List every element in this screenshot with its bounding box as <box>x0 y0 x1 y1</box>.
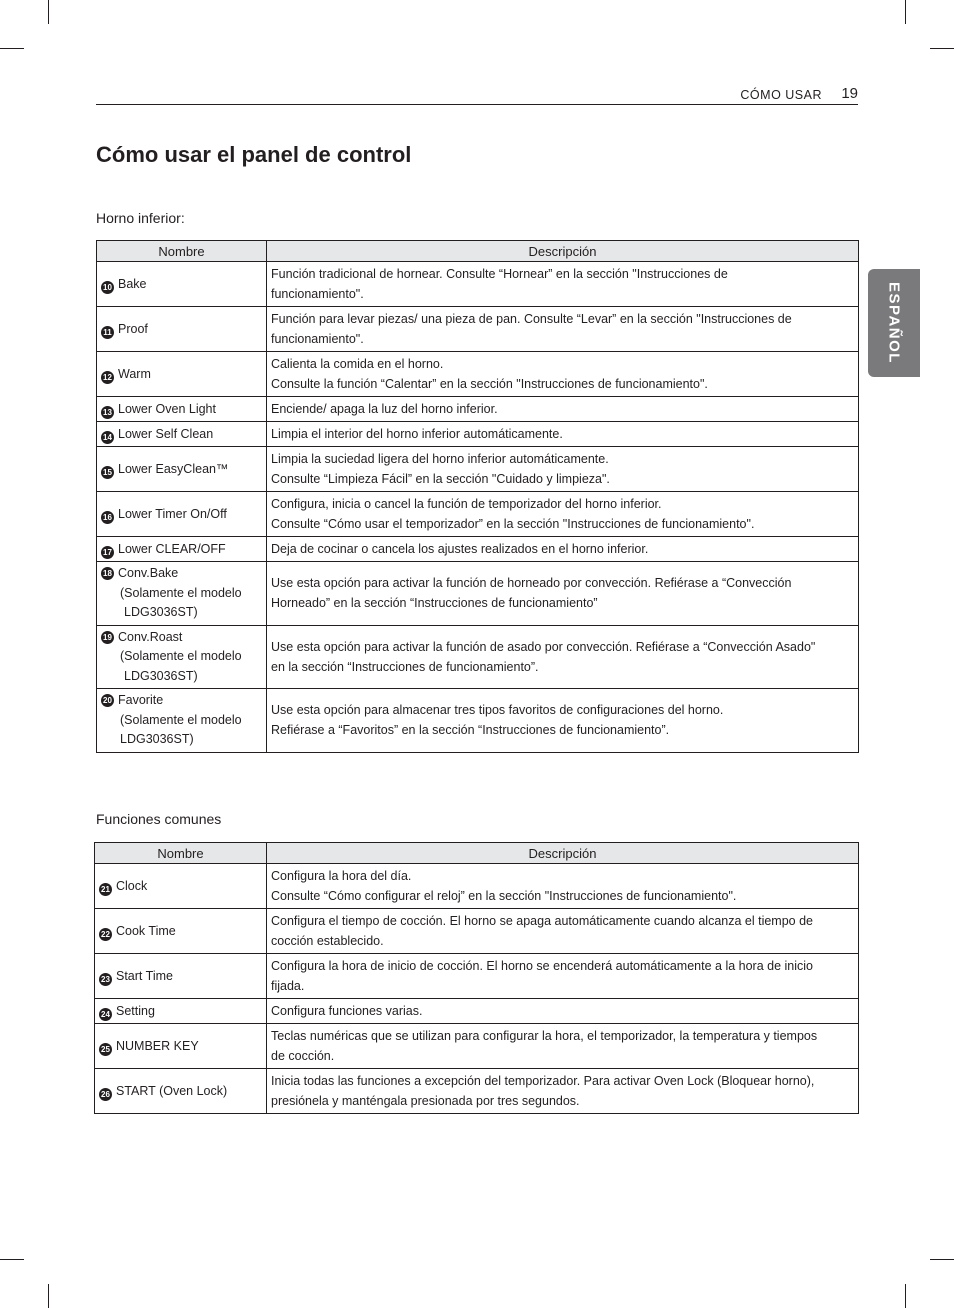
row-description <box>267 307 859 352</box>
row-name-label: Bake <box>118 277 147 291</box>
number-badge: 26 <box>99 1088 112 1101</box>
description-line: Enciende/ apaga la luz del horno inferior. <box>271 402 498 416</box>
description-line: Configura funciones varias. <box>271 1004 423 1018</box>
number-badge: 11 <box>101 326 114 339</box>
description-line: Configura, inicia o cancel la función de temporizador del horno inferior. <box>271 497 662 511</box>
table-row <box>97 492 859 537</box>
row-name-label: Warm <box>118 367 151 381</box>
table-row <box>97 537 859 562</box>
description-line: Consulte “Cómo usar el temporizador” en la sección "Instrucciones de funcionamiento". <box>271 517 755 531</box>
number-badge: 24 <box>99 1008 112 1021</box>
row-name <box>95 1069 267 1114</box>
row-description <box>267 909 859 954</box>
row-name-label: Conv.Roast <box>118 629 183 644</box>
row-name <box>95 954 267 999</box>
row-name-label: Lower CLEAR/OFF <box>118 542 226 556</box>
lower-oven-table <box>96 240 859 753</box>
table-row <box>95 999 859 1024</box>
number-badge: 19 <box>101 631 114 644</box>
row-name <box>95 909 267 954</box>
header-section-label: CÓMO USAR <box>740 88 822 102</box>
description-line: funcionamiento". <box>271 287 364 301</box>
number-badge: 10 <box>101 281 114 294</box>
row-name <box>95 1024 267 1069</box>
number-badge: 18 <box>101 567 114 580</box>
table-row <box>97 562 859 626</box>
table-row <box>97 422 859 447</box>
row-name-label: Start Time <box>116 969 173 983</box>
row-description <box>267 352 859 397</box>
row-name <box>97 689 267 753</box>
column-header-description: Descripción <box>267 843 859 864</box>
row-description <box>267 954 859 999</box>
table-row <box>97 397 859 422</box>
number-badge: 13 <box>101 406 114 419</box>
description-line: Limpia el interior del horno inferior automáticamente. <box>271 427 563 441</box>
description-line: Consulte “Cómo configurar el reloj” en la sección "Instrucciones de funcionamiento". <box>271 889 737 903</box>
row-description <box>267 1024 859 1069</box>
row-description <box>267 1069 859 1114</box>
description-line: Teclas numéricas que se utilizan para configurar la hora, el temporizador, la temperatura y tiempos <box>271 1029 818 1043</box>
description-line: Deja de cocinar o cancela los ajustes realizados en el horno inferior. <box>271 542 649 556</box>
column-header-name: Nombre <box>97 241 267 262</box>
row-name <box>97 562 267 626</box>
description-line: Consulte la función “Calentar” en la sección "Instrucciones de funcionamiento". <box>271 377 708 391</box>
table-row <box>97 352 859 397</box>
number-badge: 25 <box>99 1043 112 1056</box>
table-row <box>95 864 859 909</box>
description-line: Inicia todas las funciones a excepción del temporizador. Para activar Oven Lock (Bloquear horno), <box>271 1074 815 1088</box>
row-name <box>95 864 267 909</box>
row-description <box>267 689 859 753</box>
description-line: Horneado” en la sección “Instrucciones de funcionamiento” <box>271 596 598 611</box>
page-header <box>96 84 858 105</box>
description-line: Función para levar piezas/ una pieza de pan. Consulte “Levar” en la sección "Instrucciones de <box>271 312 792 326</box>
row-name <box>97 447 267 492</box>
description-line: Configura el tiempo de cocción. El horno se apaga automáticamente cuando alcanza el tiempo de <box>271 914 814 928</box>
number-badge: 16 <box>101 511 114 524</box>
common-functions-table <box>94 842 859 1114</box>
row-name <box>97 537 267 562</box>
crop-mark <box>930 1259 954 1260</box>
table-row <box>97 689 859 753</box>
row-description <box>267 537 859 562</box>
row-description <box>267 562 859 626</box>
description-line: cocción establecido. <box>271 934 384 948</box>
description-line: Configura la hora de inicio de cocción. El horno se encenderá automáticamente a la hora de inicio <box>271 959 813 973</box>
crop-mark <box>905 1284 906 1308</box>
description-line: Consulte “Limpieza Fácil” en la sección "Cuidado y limpieza". <box>271 472 610 486</box>
crop-mark <box>930 48 954 49</box>
table-row <box>97 262 859 307</box>
table-header-row <box>95 843 859 864</box>
number-badge: 14 <box>101 431 114 444</box>
number-badge: 17 <box>101 546 114 559</box>
row-name-model: LDG3036ST) <box>124 668 198 683</box>
language-label: ESPAÑOL <box>885 282 903 364</box>
row-name-model: LDG3036ST) <box>124 605 198 619</box>
crop-mark <box>0 1259 24 1260</box>
row-description <box>267 397 859 422</box>
lower-oven-heading: Horno inferior: <box>96 210 185 226</box>
crop-mark <box>48 0 49 24</box>
row-name-label: NUMBER KEY <box>116 1039 199 1053</box>
row-name-label: Lower Self Clean <box>118 427 214 441</box>
crop-mark <box>0 48 24 49</box>
row-name-label: Cook Time <box>116 924 176 938</box>
row-name-label: Setting <box>116 1004 155 1018</box>
description-line: Función tradicional de hornear. Consulte “Hornear” en la sección "Instrucciones de <box>271 267 728 281</box>
crop-mark <box>905 0 906 24</box>
row-description <box>267 422 859 447</box>
description-line: Use esta opción para activar la función de asado por convección. Refiérase a “Convección Asado" <box>271 639 816 654</box>
row-name-note: (Solamente el modelo <box>120 712 242 727</box>
row-name-label: START (Oven Lock) <box>116 1084 228 1098</box>
description-line: en la sección “Instrucciones de funcionamiento”. <box>271 659 539 674</box>
number-badge: 20 <box>101 694 114 707</box>
column-header-name: Nombre <box>95 843 267 864</box>
description-line: de cocción. <box>271 1049 335 1063</box>
row-name-note: (Solamente el modelo <box>120 649 242 663</box>
row-name <box>97 352 267 397</box>
row-name-label: Proof <box>118 322 148 336</box>
row-name-note: (Solamente el modelo <box>120 585 242 600</box>
number-badge: 21 <box>99 883 112 896</box>
table-row <box>95 1024 859 1069</box>
row-name <box>97 422 267 447</box>
description-line: funcionamiento". <box>271 332 364 346</box>
row-name-label: Lower Oven Light <box>118 402 216 416</box>
common-functions-heading: Funciones comunes <box>96 811 222 827</box>
row-name <box>97 625 267 689</box>
row-name-label: Lower Timer On/Off <box>118 507 227 521</box>
row-name-label: Lower EasyClean™ <box>118 462 229 476</box>
row-description <box>267 447 859 492</box>
row-name-label: Clock <box>116 879 148 893</box>
row-description <box>267 999 859 1024</box>
column-header-description: Descripción <box>267 241 859 262</box>
description-line: fijada. <box>271 979 305 993</box>
row-name <box>97 397 267 422</box>
description-line: presiónela y manténgala presionada por tres segundos. <box>271 1094 580 1108</box>
description-line: Use esta opción para almacenar tres tipos favoritos de configuraciones del horno. <box>271 703 724 718</box>
row-name <box>97 307 267 352</box>
row-name <box>95 999 267 1024</box>
table-row <box>97 625 859 689</box>
description-line: Limpia la suciedad ligera del horno inferior automáticamente. <box>271 452 609 466</box>
description-line: Configura la hora del día. <box>271 869 412 883</box>
table-row <box>97 307 859 352</box>
crop-mark <box>48 1284 49 1308</box>
description-line: Calienta la comida en el horno. <box>271 357 444 371</box>
row-name-label: Conv.Bake <box>118 566 179 580</box>
row-name <box>97 492 267 537</box>
description-line: Use esta opción para activar la función de horneado por convección. Refiérase a “Convección <box>271 576 792 591</box>
row-name <box>97 262 267 307</box>
description-line: Refiérase a “Favoritos” en la sección “Instrucciones de funcionamiento”. <box>271 723 670 738</box>
row-name-label: Favorite <box>118 693 164 707</box>
table-row <box>95 909 859 954</box>
page-title: Cómo usar el panel de control <box>96 142 412 167</box>
row-description <box>267 864 859 909</box>
row-description <box>267 492 859 537</box>
number-badge: 15 <box>101 466 114 479</box>
language-side-tab <box>868 269 920 377</box>
page-number: 19 <box>841 85 858 102</box>
number-badge: 22 <box>99 928 112 941</box>
row-name-model: LDG3036ST) <box>120 732 194 746</box>
row-description <box>267 262 859 307</box>
table-header-row <box>97 241 859 262</box>
table-row <box>95 1069 859 1114</box>
table-row <box>95 954 859 999</box>
table-row <box>97 447 859 492</box>
number-badge: 23 <box>99 973 112 986</box>
number-badge: 12 <box>101 371 114 384</box>
row-description <box>267 625 859 689</box>
